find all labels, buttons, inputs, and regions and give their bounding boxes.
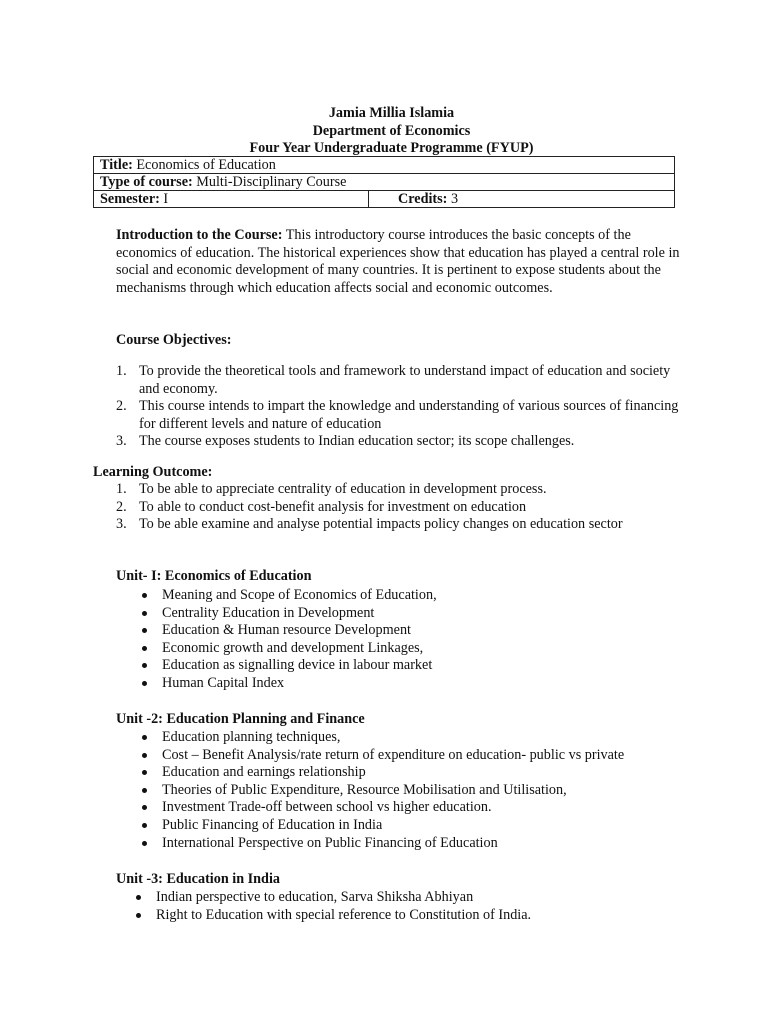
learning-outcome-heading: Learning Outcome: bbox=[93, 464, 213, 480]
introduction-section bbox=[116, 227, 681, 297]
item-text: To able to conduct cost-benefit analysis for investment on education bbox=[139, 498, 527, 515]
department-name: Department of Economics bbox=[312, 122, 471, 139]
type-row bbox=[94, 174, 675, 191]
unit-1-topics bbox=[137, 587, 697, 693]
credits-cell bbox=[369, 191, 675, 208]
item-text: To provide the theoretical tools and framework to understand impact of education and society and economy. bbox=[139, 363, 671, 397]
learning-outcome-list bbox=[116, 481, 696, 534]
list-item: Education as signalling device in labour market bbox=[137, 657, 697, 675]
list-item: Education planning techniques, bbox=[137, 729, 737, 747]
list-item: Right to Education with special reference to Constitution of India. bbox=[131, 907, 691, 925]
item-number: 3. bbox=[116, 433, 127, 450]
introduction-paragraph bbox=[116, 227, 681, 297]
item-number: 2. bbox=[116, 398, 127, 415]
item-number: 3. bbox=[116, 516, 127, 533]
item-text: The course exposes students to Indian education sector; its scope challenges. bbox=[139, 433, 575, 450]
unit-1-heading: Unit- I: Economics of Education bbox=[116, 568, 312, 584]
list-item bbox=[116, 363, 681, 398]
university-name: Jamia Millia Islamia bbox=[328, 105, 455, 121]
list-item: Human Capital Index bbox=[137, 675, 697, 693]
credits-value: 3 bbox=[450, 191, 459, 207]
credits-label: Credits: bbox=[398, 191, 448, 207]
type-value: Multi-Disciplinary Course bbox=[196, 174, 347, 190]
semester-value: I bbox=[163, 191, 169, 207]
course-info-table bbox=[93, 156, 675, 208]
introduction-text: This introductory course introduces the basic concepts of the economics of education. The historical experiences show that education has played a central role in social and economic development of many countries. It is pertinent to expose students about the mechanisms through which education affects social and economic outcomes. bbox=[116, 227, 680, 296]
title-value: Economics of Education bbox=[136, 157, 276, 173]
document-header bbox=[0, 105, 768, 158]
item-number: 1. bbox=[116, 363, 127, 379]
list-item: International Perspective on Public Financing of Education bbox=[137, 835, 737, 853]
list-item: Economic growth and development Linkages, bbox=[137, 640, 697, 658]
list-item bbox=[116, 499, 696, 517]
list-item: Public Financing of Education in India bbox=[137, 817, 737, 835]
item-text: To be able examine and analyse potential impacts policy changes on education sector bbox=[139, 516, 623, 533]
list-item bbox=[116, 516, 696, 534]
list-item: Indian perspective to education, Sarva Shiksha Abhiyan bbox=[131, 889, 691, 907]
objectives-heading: Course Objectives: bbox=[116, 332, 232, 348]
unit-3-heading: Unit -3: Education in India bbox=[116, 871, 280, 887]
list-item: Education & Human resource Development bbox=[137, 622, 697, 640]
item-text: This course intends to impart the knowledge and understanding of various sources of financing for different levels and nature of education bbox=[139, 398, 679, 432]
type-label: Type of course: bbox=[100, 174, 193, 190]
list-item: Theories of Public Expenditure, Resource Mobilisation and Utilisation, bbox=[137, 782, 737, 800]
item-text: To be able to appreciate centrality of education in development process. bbox=[139, 481, 547, 497]
title-cell bbox=[94, 157, 675, 174]
list-item: Centrality Education in Development bbox=[137, 605, 697, 623]
list-item: Meaning and Scope of Economics of Education, bbox=[137, 587, 697, 605]
objectives-list bbox=[116, 363, 681, 451]
introduction-label: Introduction to the Course: bbox=[116, 227, 283, 243]
item-number: 2. bbox=[116, 498, 127, 515]
list-item: Investment Trade-off between school vs higher education. bbox=[137, 799, 737, 817]
programme-name: Four Year Undergraduate Programme (FYUP) bbox=[249, 140, 534, 157]
semester-credits-row bbox=[94, 191, 675, 208]
semester-cell bbox=[94, 191, 369, 208]
unit-2-heading: Unit -2: Education Planning and Finance bbox=[116, 711, 365, 727]
list-item bbox=[116, 481, 696, 499]
unit-3-topics bbox=[131, 889, 691, 924]
type-cell bbox=[94, 174, 675, 191]
list-item bbox=[116, 398, 681, 433]
item-number: 1. bbox=[116, 481, 127, 497]
title-label: Title: bbox=[100, 157, 133, 173]
semester-label: Semester: bbox=[100, 191, 160, 207]
list-item: Cost – Benefit Analysis/rate return of expenditure on education- public vs private bbox=[137, 747, 737, 765]
list-item bbox=[116, 433, 681, 451]
title-row bbox=[94, 157, 675, 174]
list-item: Education and earnings relationship bbox=[137, 764, 737, 782]
unit-2-topics bbox=[137, 729, 737, 852]
